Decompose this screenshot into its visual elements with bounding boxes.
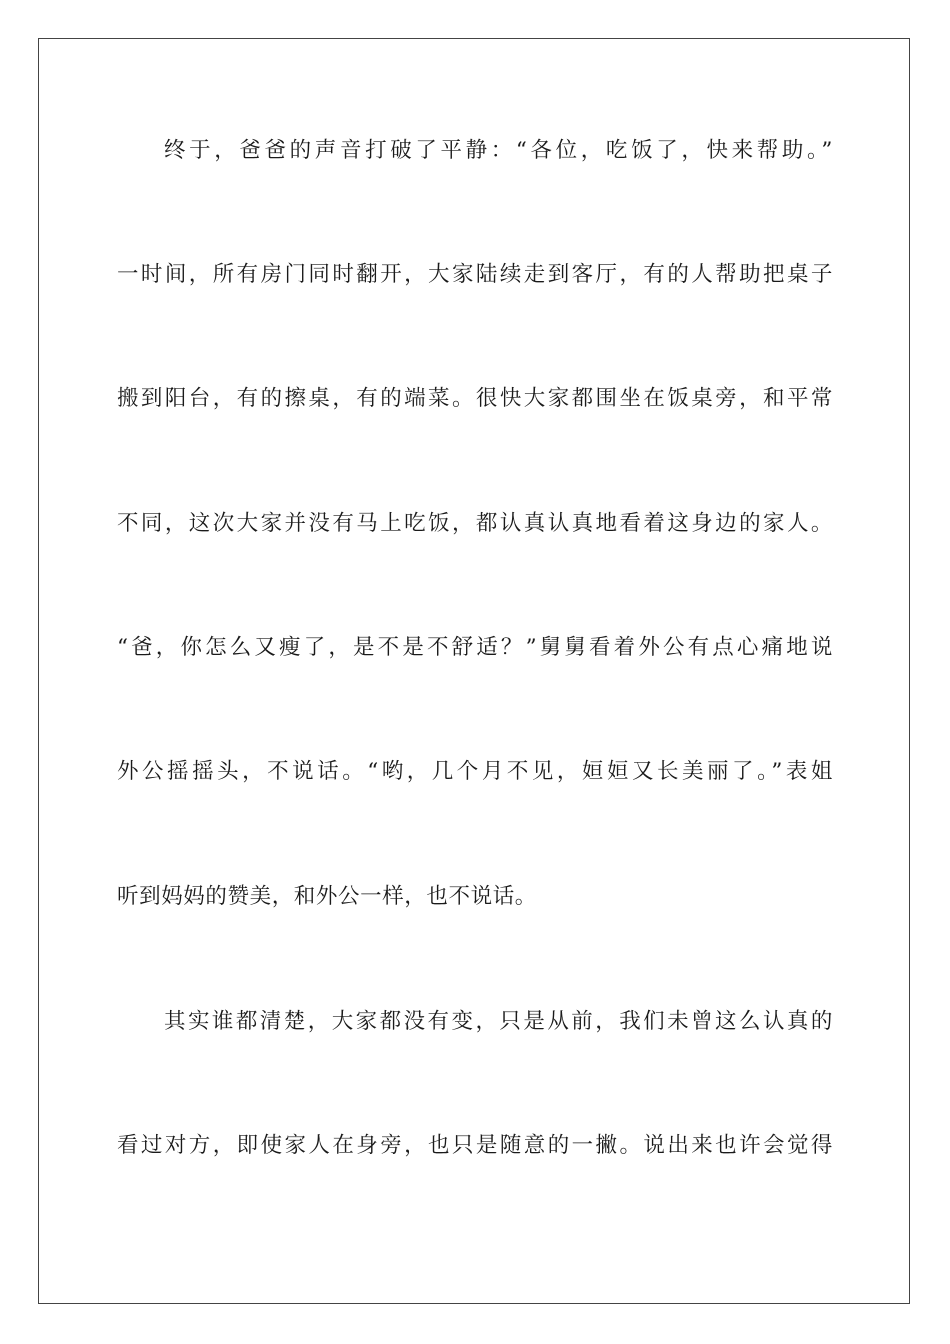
text-line-4: 不同，这次大家并没有马上吃饭，都认真认真地看着这身边的家人。 <box>117 511 833 536</box>
text-line-1: 终于，爸爸的声音打破了平静：“各位，吃饭了，快来帮助。” <box>164 138 833 163</box>
text-line-5: “爸，你怎么又瘦了，是不是不舒适？”舅舅看着外公有点心痛地说 <box>117 635 833 660</box>
text-line-9: 看过对方，即使家人在身旁，也只是随意的一撇。说出来也许会觉得 <box>117 1133 833 1158</box>
text-line-2: 一时间，所有房门同时翻开，大家陆续走到客厅，有的人帮助把桌子 <box>117 262 833 287</box>
text-line-3: 搬到阳台，有的擦桌，有的端菜。很快大家都围坐在饭桌旁，和平常 <box>117 386 833 411</box>
text-line-8: 其实谁都清楚，大家都没有变，只是从前，我们未曾这么认真的 <box>164 1009 833 1034</box>
text-line-6: 外公摇摇头，不说话。“哟，几个月不见，姮姮又长美丽了。”表姐 <box>117 759 833 784</box>
text-line-7: 听到妈妈的赞美，和外公一样，也不说话。 <box>117 884 537 909</box>
page-border <box>38 38 910 1304</box>
